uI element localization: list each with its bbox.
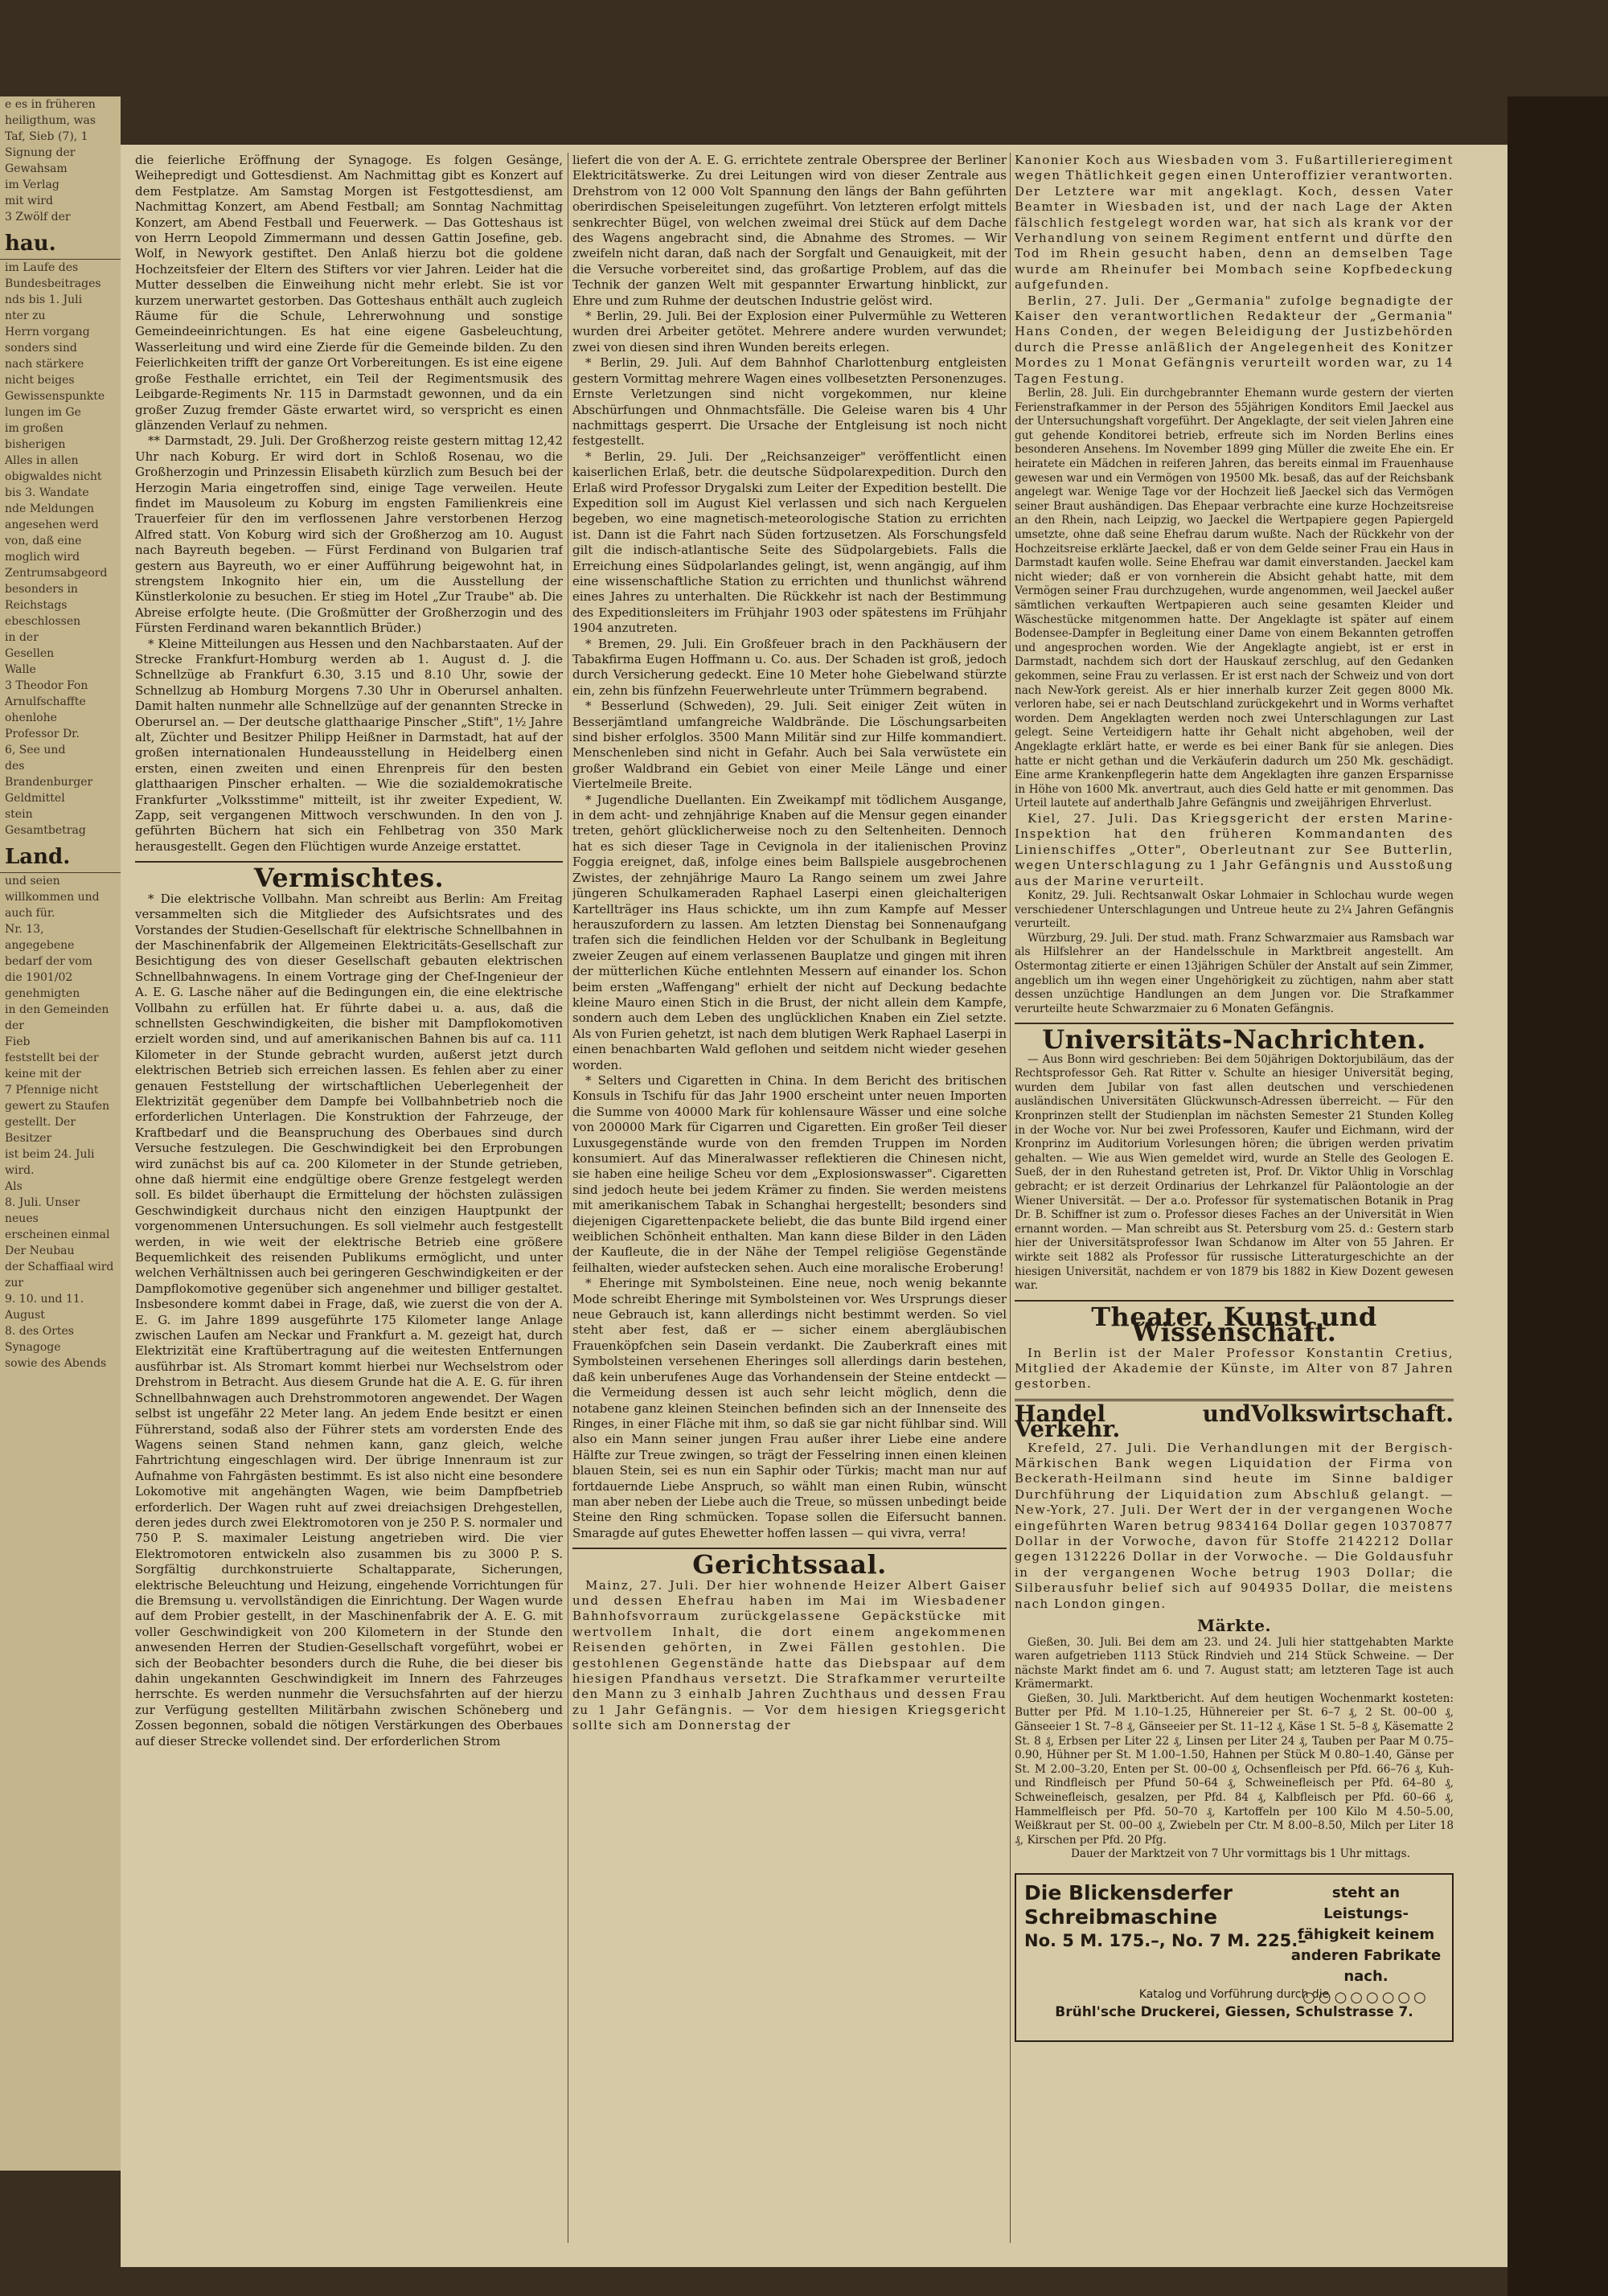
- article-kanonier-koch: Kanonier Koch aus Wiesbaden vom 3. Fußartillerieregiment wegen Thätlichkeit gegen einen Unteroffizier verantworten. Der Letztere war mit angeklagt. Koch, dessen Vater Beamter in Wiesbaden ist, und der nach Lage der Akten fälschlich festgelegt worden war, hat sich als krank vor der Verhandlung von seinem Regiment entfernt und dürfte den Tod im Rhein gesucht haben, denn an demselben Tage wurde am Rheinufer bei Mombach seine Kopfbedeckung aufgefunden.: [1015, 153, 1454, 293]
- ad-claim-line: fähigkeit keinem: [1297, 1926, 1435, 1943]
- fragment-heading: hau.: [0, 225, 121, 260]
- ad-brand-line2: Schreibmaschine: [1024, 1905, 1218, 1929]
- fragment-text-bottom: und seien willkommen und auch für. Nr. 13, angegebene bedarf der vom die 1901/02 genehmigten in den Gemeinden der Fieb feststellt bei der keine mit der 7 Pfennige nicht gewert zu Staufen gestellt. Der Besitzer ist beim 24. Juli wird. Als 8. Juli. Unser neues erscheinen einmal Der Neubau der Schaffiaal wird zur 9. 10. und 11. August 8. des Ortes Synagoge sowie des Abends: [5, 875, 114, 1370]
- article-cretius: In Berlin ist der Maler Professor Konstantin Cretius, Mitglied der Akademie der Künste, im Alter von 87 Jahren gestorben.: [1015, 1345, 1454, 1392]
- section-heading-maerkte: Märkte.: [1197, 1616, 1271, 1636]
- article-berlin-charlottenburg: * Berlin, 29. Juli. Auf dem Bahnhof Charlottenburg entgleisten gestern Vormittag mehrere Wagen eines vollbesetzten Personenzuges. Ernste Verletzungen sind nicht vorgekommen, nur kleine Abschürfungen und Ohnmachtsfälle. Die Geleise waren bis 4 Uhr nachmittags gesperrt. Die Ursache der Entgleisung ist noch nicht festgestellt.: [572, 355, 1007, 449]
- section-heading-volkswirtschaft: Volkswirtschaft.: [1250, 1400, 1454, 1427]
- section-heading-row: [1015, 1400, 1454, 1443]
- ad-claim-line: steht an Leistungs-: [1323, 1884, 1409, 1922]
- column-1: [135, 153, 563, 2211]
- article-konitz: Konitz, 29. Juli. Rechtsanwalt Oskar Lohmaier in Schlochau wurde wegen verschiedener Unterschlagungen und Untreue heute zu 2¼ Jahren Gefängnis verurteilt.: [1015, 888, 1454, 931]
- article-waldbraende: * Besserlund (Schweden), 29. Juli. Seit einiger Zeit wüten in Besserjämtland umfangreiche Waldbrände. Die Löschungsarbeiten sind bisher erfolglos. 3500 Mann Militär sind zur Hilfe kommandiert. Menschenleben sind nicht in Gefahr. Auch bei Sala verwüstete ein großer Waldbrand ein Gebiet von einer Meile Länge und einer Viertelmeile Breite.: [572, 699, 1007, 792]
- article-eheringe: * Eheringe mit Symbolsteinen. Eine neue, noch wenig bekannte Mode schreibt Eheringe mit Symbolsteinen vor. Wes Ursprungs dieser neue Gebrauch ist, kann allerdings nicht bestimmt werden. So viel steht aber fest, daß er — sicher einem abergläubischen Frauenköpfchen sein Dasein verdankt. Die Zauberkraft eines mit Symbolsteinen versehenen Eheringes soll allerdings darin bestehen, daß kein unberufenes Auge das Vorhandensein der Steine entdeckt — die Vermeidung dessen ist auch sehr leicht möglich, denn die notabene ganz kleinen Steinchen befinden sich an der Innenseite des Ringes, in einer Fläche mit ihm, so daß sie gar nicht fühlbar sind. Will also ein Mann seiner jungen Frau außer ihrer Liebe eine andere Hälfte zur Treue zwingen, so trägt der Fesselring innen einen kleinen blauen Stein, sei es nun ein Saphir oder Türkis; macht man nur auf fortdauernde Liebe Anspruch, so wählt man einen Rubin, wünscht man aber neben der Liebe auch die Treue, so müssen unbedingt beide Steine den Ring schmücken. Topase sollen die Eifersucht bannen. Smaragde auf gutes Ehewetter hoffen lassen — qui vivra, verra!: [572, 1276, 1007, 1540]
- ad-footer-address: Brühl'sche Druckerei, Giessen, Schulstrasse 7.: [1055, 2004, 1413, 2020]
- article-bremen-grossfeuer: * Bremen, 29. Juli. Ein Großfeuer brach in den Packhäusern der Tabakfirma Eugen Hoffmann u. Co. aus. Der Schaden ist groß, jedoch durch Versicherung gedeckt. Eine 10 Meter hohe Giebelwand stürzte ein, zehn bis fünfzehn Feuerwehrleute unter Trümmern begrabend.: [572, 636, 1007, 698]
- article-ehemann: Berlin, 28. Juli. Ein durchgebrannter Ehemann wurde gestern der vierten Ferienstrafkammer in der Person des 55jährigen Konditors Emil Jaeckel aus der Untersuchungshaft vorgeführt. Der Angeklagte, der seit vielen Jahren eine gut gehende Konditorei betrieb, erfreute sich im Norden Berlins eines besonderen Ansehens. Im November 1899 ging Müller die zweite Ehe ein. Er heiratete ein Mädchen in reiferen Jahren, das bereits einmal im Frauenhause gewesen war und ein Vermögen von 19500 Mk. besaß, das auf der Reichsbank angelegt war. Wenige Tage vor der Hochzeit ließ Jaeckel sich das Vermögen seiner Braut aushändigen. Das Ehepaar verbrachte eine kurze Hochzeitsreise an den Rhein, nach Leipzig, wo Jaeckel die Wertpapiere gegen Papiergeld umsetzte, ohne daß seine Ehefrau darum wußte. Nach der Rückkehr von der Hochzeitsreise erklärte Jaeckel, daß er von dem Gelde seiner Frau ein Haus in Darmstadt kaufen wolle. Seine Ehefrau war damit einverstanden. Jaeckel kam nicht wieder; daß er von vornherein die Absicht gehabt hatte, mit dem Vermögen seiner Frau durchzugehen, wurde angenommen, weil Jaeckel außer sämtlichen verkauften Wertpapieren auch seine gesamten Kleider und Wäschestücke mitgenommen hatte. Der Angeklagte ist später auf einem Bodensee-Dampfer in Begleitung einer Dame von einem Bekannten getroffen und angesprochen worden. Wie der Angeklagte angiebt, ist er erst in Darmstadt, nachdem sich dort der Hauskauf zerschlug, auf den Gedanken gekommen, seine Frau zu verlassen. Er ist erst nach der Schweiz und von dort nach New-York gereist. Als er hier innerhalb kurzer Zeit gegen 8000 Mk. verloren habe, sei er nach Deutschland zurückgekehrt und in Worms verhaftet worden. Dem Angeklagten werden noch zwei Unterschlagungen zur Last gelegt. Seine Verteidigern hatte ihr Gehalt nicht abgehoben, weil der Angeklagte erklärt hatte, er werde es bei einer Bank für sie anlegen. Dies hatte er nicht gethan und die Verkäuferin dadurch um 250 Mk. geschädigt. Eine arme Krankenpflegerin hatte dem Angeklagten ihre ganzen Ersparnisse in Höhe von 1600 Mk. anvertraut, auch dies Geld hatte er mit genommen. Das Urteil lautete auf anderthalb Jahre Gefängnis und zweijährigen Ehrverlust.: [1015, 387, 1454, 810]
- ad-claim-word: nach.: [1343, 1968, 1389, 1985]
- article-selters-cigaretten: * Selters und Cigaretten in China. In dem Bericht des britischen Konsuls in Tschifu für das Jahr 1900 erscheint unter neuen Importen die Summe von 40000 Mark für kohlensaure Wässer und eine solche von 200000 Mark für Cigarren und Cigaretten. Ein großer Teil dieser Luxusgegenstände wurde von den fremden Truppen im Norden konsumiert. Auf das Mineralwasser reflektieren die Chinesen nicht, sie haben eine heilige Scheu vor dem „Explosionswasser". Cigaretten sind jedoch heute bei jedem Krämer zu finden. Sie werden meistens mit amerikanischem Tabak in Schanghai hergestellt; besonders sind diejenigen Cigarettenpackete beliebt, die das bunte Bild irgend einer weiblichen Schönheit enthalten. Man kann diese Bilder in den Läden der Kaufleute, die in der Nähe der Tempel religiöse Gegenstände feilhalten, wieder aufstecken sehen. Auch eine moralische Eroberung!: [572, 1072, 1007, 1275]
- article-jugendliche-duellanten: * Jugendliche Duellanten. Ein Zweikampf mit tödlichem Ausgange, in dem acht- und zehnjährige Knaben auf die Mensur gegen einander treten, gehört glücklicherweise noch zu den Seltenheiten. Dennoch hat es sich dieser Tage in Cevignola in der italienischen Provinz Foggia ereignet, daß, infolge eines beim Ballspiele ausgebrochenen Zwistes, der zehnjährige Mauro La Rango seinem um zwei Jahre jüngeren Schulkameraden Raphael Laserpi einen gleichalterigen Kartellträger ins Haus schickte, um ihn zum Kampfe auf Messer herauszufordern zu lassen. Am letzten Dienstag bei Sonnenaufgang trafen sich die feindlichen Helden vor der Schulbank in Begleitung zweier Zeugen auf einem verlassenen Bauplatze und gingen mit ihren der mütterlichen Küche entlehnten Messern auf einander los. Schon beim ersten „Waffengang" erhielt der nicht auf Deckung bedachte kleine Mauro einen Stich in die Brust, der nicht allein dem Kampfe, sondern auch dem Leben des unglücklichen Knaben ein Ziel setzte. Als von Furien gehetzt, ist nach dem blutigen Werk Raphael Laserpi in einen benachbarten Wald geflohen und seitdem nicht wieder gesehen worden.: [572, 792, 1007, 1072]
- article-vollbahn-continued: liefert die von der A. E. G. errichtete zentrale Oberspree der Berliner Elektricitätswerke. Zu drei Leitungen wird von dieser Zentrale aus Drehstrom von 12 000 Volt Spannung den längs der Bahn geführten oberirdischen Speiseleitungen zugeführt. Von letzteren erfolgt mittels senkrechter Bügel, von welchen zweimal drei Stück auf dem Dache des Wagens angebracht sind, die Abnahme des Stromes. — Wir zweifeln nicht daran, daß nach der Sorgfalt und Genauigkeit, mit der die Versuche vorbereitet sind, das großartige Problem, auf das die Technik der ganzen Welt mit gespannter Erwartung hinblickt, zur Ehre und zum Ruhme der deutschen Industrie gelöst wird.: [572, 153, 1007, 308]
- article-synagogue: die feierliche Eröffnung der Synagoge. Es folgen Gesänge, Weihepredigt und Gottesdienst. Am Nachmittag gibt es Konzert auf dem Festplatze. Am Samstag Morgen ist Festgottesdienst, am Nachmittag Konzert, am Abend Festball; am Sonntag Nachmittag Konzert, am Abend Festball und Feuerwerk. — Das Gotteshaus ist von Herrn Leopold Zimmermann und dessen Gattin Josefine, geb. Wolf, in Newyork gestiftet. Den Anlaß hierzu bot die goldene Hochzeitsfeier der Eltern des Stifters vor vier Jahren. Leider hat die Mutter desselben die Einweihung nicht mehr erlebt. Sie ist vor kurzem unerwartet gestorben. Das Gotteshaus enthält auch zugleich Räume für die Schule, Lehrerwohnung und sonstige Gemeindeeinrichtungen. Es hat eine eigene Gasbeleuchtung, Wasserleitung und wird eine Zierde für die Gemeinde bilden. Zu den Feierlichkeiten trifft der ganze Ort Vorbereitungen. Es ist eine eigene große Festhalle errichtet, ein Teil der Regimentsmusik des Leibgarde-Regiments Nr. 115 in Darmstadt gewonnen, und da ein großer Zuzug fremder Gäste erwartet wird, so verspricht es einen glänzenden Verlauf zu nehmen.: [135, 153, 563, 433]
- article-kleine-mitteilungen: * Kleine Mitteilungen aus Hessen und den Nachbarstaaten. Auf der Strecke Frankfurt-Homburg werden ab 1. August d. J. die Schnellzüge ab Frankfurt 6.30, 3.15 und 8.10 Uhr, sowie der Schnellzug ab Homburg Morgens 7.30 Uhr in Oberursel anhalten. Damit halten nunmehr alle Schnellzüge auf der genannten Strecke in Oberursel an. — Der deutsche glatthaarige Pinscher „Stift", 1½ Jahre alt, Züchter und Besitzer Philipp Heißner in Darmstadt, hat auf der großen internationalen Hundeausstellung in Heidelberg einen ersten, einen zweiten und einen Ehrenpreis für den besten glatthaarigen Pinscher erhalten. — Wie die sozialdemokratische Frankfurter „Volksstimme" mitteilt, ist ihr zweiter Expedient, W. Zapp, seit vergangenen Mittwoch verschwunden. In den von J. geführten Büchern hat sich ein Fehlbetrag von 350 Mark herausgestellt. Gegen den Flüchtigen wurde Anzeige erstattet.: [135, 636, 563, 854]
- section-heading-gerichtssaal: Gerichtssaal.: [692, 1549, 887, 1581]
- section-heading-universitaet: Universitäts-Nachrichten.: [1042, 1024, 1426, 1056]
- article-wuerzburg: Würzburg, 29. Juli. Der stud. math. Franz Schwarzmaier aus Ramsbach war als Hilfslehrer an der Handelsschule in Marktbreit angestellt. Am Ostermontag zitierte er einen 13jährigen Schüler der Anstalt auf sein Zimmer, angeblich um ihn wegen einer Ungehörigkeit zu züchtigen, nahm aber statt dessen unzüchtige Handlungen an dem Jungen vor. Die Strafkammer verurteilte heute Schwarzmaier zu 6 Monaten Gefängnis.: [1015, 931, 1454, 1015]
- book-binding: [1508, 96, 1608, 2296]
- column-rule: [1010, 153, 1011, 2243]
- article-suedpolarexpedition: * Berlin, 29. Juli. Der „Reichsanzeiger" veröffentlicht einen kaiserlichen Erlaß, betr. die deutsche Südpolarexpedition. Durch den Erlaß wird Professor Drygalski zum Leiter der Expedition bestellt. Die Expedition soll im August Kiel verlassen und sich nach Kerguelen begeben, wo eine magnetisch-meteorologische Station zu errichten ist. Dann ist die Fahrt nach Süden fortzusetzen. Als Forschungsfeld gilt die indisch-atlantische Seite des Südpolargebiets. Falls die Erreichung eines Südpolarlandes gelingt, ist, wenn angängig, auf ihm eine wissenschaftliche Station zu errichten und thunlichst während eines Jahres zu unterhalten. Die Rückkehr ist nach der Bestimmung des Expeditionsleiters im Frühjahr 1903 oder spätestens im Frühjahr 1904 anzutreten.: [572, 449, 1007, 636]
- article-mainz: Mainz, 27. Juli. Der hier wohnende Heizer Albert Gaiser und dessen Ehefrau haben im Mai im Wiesbadener Bahnhofsvorraum zurückgelassene Gepäckstücke mit wertvollem Inhalt, die dort einem angekommenen Reisenden gehörten, in Zwei Fällen gestohlen. Die gestohlenen Gegenstände hatte das Diebspaar auf dem hiesigen Pfandhaus versetzt. Die Strafkammer verurteilte den Mann zu 3 einhalb Jahren Zuchthaus und dessen Frau zu 1 Jahr Gefängnis. — Vor dem hiesigen Kriegsgericht sollte sich am Donnerstag der: [572, 1577, 1007, 1733]
- section-heading-vermischtes: Vermischtes.: [253, 863, 445, 894]
- article-giessen-marktbericht: Gießen, 30. Juli. Marktbericht. Auf dem heutigen Wochenmarkt kosteten: Butter per Pfd. M 1.10–1.25, Hühnereier per St. 6–7 ₰, 2 St. 00–00 ₰, Gänseeier 1 St. 7–8 ₰, Gänseeier per St. 11–12 ₰, Käse 1 St. 5–8 ₰, Käsematte 2 St. 8 ₰, Erbsen per Liter 22 ₰, Linsen per Liter 24 ₰, Tauben per Paar M 0.75–0.90, Hühner per St. M 1.00–1.50, Hahnen per Stück M 0.80–1.40, Gänse per St. M 2.00–3.20, Enten per St. 00–00 ₰, Ochsenfleisch per Pfd. 66–76 ₰, Kuh- und Rindfleisch per Pfund 50–64 ₰, Schweinefleisch per Pfd. 64–80 ₰, Schweinefleisch, gesalzen, per Pfd. 84 ₰, Kalbfleisch per Pfd. 60–66 ₰, Hammelfleisch per Pfd. 50–70 ₰, Kartoffeln per 100 Kilo M 4.50–5.00, Weißkraut per St. 00–00 ₰, Zwiebeln per Ctr. M 8.00–8.50, Milch per Liter 18 ₰, Kirschen per Pfd. 20 Pfg.: [1015, 1691, 1454, 1847]
- ad-dots: ○○○○○○○○: [1302, 1989, 1430, 2006]
- fragment-text-mid: im Laufe des Bundesbeitrages nds bis 1. Juli nter zu Herrn vorgang sonders sind nach stärkere nicht beiges Gewissenspunkte lungen im Ge im großen bisherigen Alles in allen obigwaldes nicht bis 3. Wandate nde Meldungen angesehen werd von, daß eine moglich wird Zentrumsabgeord besonders in Reichstags ebeschlossen in der Gesellen Walle 3 Theodor Fon Arnulfschaffte ohenlohe Professor Dr. 6, See und des Brandenburger Geldmittel stein Gesamtbetrag: [5, 261, 108, 837]
- article-krefeld-newyork: Krefeld, 27. Juli. Die Verhandlungen mit der Bergisch-Märkischen Bank wegen Liquidation der Firma von Beckerath-Heilmann sind heute im Sinne baldiger Durchführung der Liquidation zum Abschluß gelangt. — New-York, 27. Juli. Der Wert der in der vergangenen Woche eingeführten Waren betrug 9834164 Dollar gegen 10370877 Dollar in der Vorwoche, davon für Stoffe 2142212 Dollar gegen 1312226 Dollar in der Vorwoche. — Die Goldausfuhr in der vergangenen Woche betrug 1903 Dollar; die Silberausfuhr belief sich auf 904935 Dollar, die meistens nach London gingen.: [1015, 1440, 1454, 1611]
- article-elektrische-vollbahn: * Die elektrische Vollbahn. Man schreibt aus Berlin: Am Freitag versammelten sich die Mitglieder des Aufsichtsrates und des Vorstandes der Studien-Gesellschaft für elektrische Schnellbahnen in der Maschinenfabrik der Allgemeinen Elektricitäts-Gesellschaft zur Besichtigung des von dieser Gesellschaft gebauten elektrischen Schnellbahnwagens. In einem Vortrage ging der Chef-Ingenieur der A. E. G. Lasche näher auf die Bedingungen ein, die eine elektrische Vollbahn zu erfüllen hat. Er führte dabei u. a. aus, daß die schnellsten Geschwindigkeiten, die bisher mit Dampflokomotiven erzielt worden sind, und auf amerikanischen Bahnen bis auf ca. 111 Kilometer in der Stunde gebracht wurden, außerst jetzt durch elektrischen Betrieb sich erreichen lassen. Es fehlen aber zu einer genauen Feststellung der wirtschaftlichen Ueberlegenheit der Elektrizität gegenüber dem Dampfe bei Vollbahnbetrieb noch die erforderlichen Unterlagen. Die Konstruktion der Fahrzeuge, der Kraftbedarf und die Beanspruchung des Oberbaues sind durch Versuche festzulegen. Die Geschwindigkeit bei den Erprobungen wird zunächst bis auf ca. 200 Kilometer in der Stunde getrieben, ohne daß hiermit eine endgültige obere Grenze festgelegt werden soll. Es bildet überhaupt die Ermittelung der höchsten zulässigen Geschwindigkeit durchaus nicht den einzigen Hauptpunkt der vorgenommenen Untersuchungen. Es soll vielmehr auch festgestellt werden, in wie weit der elektrische Betrieb eine größere Bequemlichkeit des reisenden Publikums ermöglicht, und unter welchen Verhältnissen auch bei geringeren Geschwindigkeiten er der Dampflokomotive gegenüber sich angenehmer und billiger gestaltet. Insbesondere kommt dabei in Frage, daß, wie zuerst die von der A. E. G. im Jahre 1899 ausgeführte 175 Kilometer lange Anlage zwischen Laufen am Neckar und Frankfurt a. M. gezeigt hat, durch Elektrizität eine Kraftübertragung auf die weitesten Entfernungen ausführbar ist. Als Stromart kommt hierbei nur Wechselstrom oder Drehstrom in Betracht. Aus diesem Grunde hat die A. E. G. für ihren Schnellbahnwagen auch Drehstrommotoren angewendet. Der Wagen selbst ist ungefähr 22 Meter lang. An jedem Ende besitzt er einen Führerstand, sodaß also der Führer stets am vordersten Ende des Wagens seinen Stand nehmen kann, ganz gleich, welche Fahrtrichtung eingeschlagen wird. Der übrige Innenraum ist zur Aufnahme von Fahrgästen bestimmt. Es ist also nicht eine besondere Lokomotive mit angehängten Wagen, wie beim Dampfbetrieb erforderlich. Der Wagen ruht auf zwei dreiachsigen Drehgestellen, deren jedes durch zwei Elektromotoren von je 250 P. S. normaler und 750 P. S. maximaler Leistung angetrieben wird. Die vier Elektromotoren entwickeln also zusammen bis zu 3000 P. S. Sorgfältig durchkonstruierte Schaltapparate, Sicherungen, elektrische Beleuchtung und Heizung, eingehende Vorrichtungen für die Bremsung u. vervollständigen die Einrichtung. Der Wagen wurde auf dem Probier gestellt, in der Maschinenfabrik der A. E. G. mit voller Geschwindigkeit von 200 Kilometern in der Stunde den anwesenden Herren der Studien-Gesellschaft vorgeführt, wobei er sich der Beobachter besonders durch die Ruhe, die bei dieser bis dahin ungekannten Geschwindigkeit im Innern des Fahrzeuges herrschte. Es werden nunmehr die Versuchsfahrten auf der hierzu zur Verfügung gestellten Militärbahn zwischen Schöneberg und Zossen begonnen, sobald die nötigen Verstärkungen des Oberbaues auf dieser Strecke vollendet sind. Der erforderlichen Strom: [135, 891, 563, 1749]
- previous-page-fragment: [0, 96, 121, 2171]
- article-berlin-explosion: * Berlin, 29. Juli. Bei der Explosion einer Pulvermühle zu Wetteren wurden drei Arbeiter getötet. Mehrere andere wurden verwundet; zwei von diesen sind ihren Wunden bereits erlegen.: [572, 309, 1007, 355]
- article-kiel: Kiel, 27. Juli. Das Kriegsgericht der ersten Marine-Inspektion hat den früheren Kommandanten des Linienschiffes „Otter", Oberleutnant zur See Butterlin, wegen Unterschlagung zu 1 Jahr Gefängnis und Ausstoßung aus der Marine verurteilt.: [1015, 810, 1454, 888]
- ad-footer-line: Katalog und Vorführung durch die: [1138, 1988, 1330, 2001]
- ad-prices: No. 5 M. 175.–, No. 7 M. 225.–: [1024, 1931, 1306, 1950]
- column-3: [1015, 153, 1454, 2211]
- article-germania: Berlin, 27. Juli. Der „Germania" zufolge begnadigte der Kaiser den verantwortlichen Redakteur der „Germania" Hans Conden, der wegen Beleidigung der Justizbehörden durch die Presse anläßlich der Angelegenheit des Konitzer Mordes zu 1 Monat Gefängnis verurteilt worden war, zu 14 Tagen Festung.: [1015, 293, 1454, 386]
- section-heading-handel: Handel und Verkehr.: [1015, 1400, 1251, 1443]
- article-darmstadt: ** Darmstadt, 29. Juli. Der Großherzog reiste gestern mittag 12,42 Uhr nach Koburg. Er wird dort in Schloß Rosenau, wo die Großherzogin und Prinzessin Elisabeth kürzlich zum Besuch bei der Herzogin Maria eingetroffen sind, einige Tage verweilen. Heute findet im Mausoleum zu Koburg im engsten Familienkreis eine Trauerfeier für den im verflossenen Jahre verstorbenen Herzog Alfred statt. Von Koburg wird sich der Großherzog am 10. August nach Bayreuth begeben. — Fürst Ferdinand von Bulgarien traf gestern aus Bayreuth, wo er einer Aufführung beigewohnt hat, in strengstem Inkognito hier ein, um die Ausstellung der Künstlerkolonie zu besuchen. Er stieg im Hotel „Zur Traube" ab. Die Abreise erfolgte heute. (Die Großmütter der Großherzogin und des Fürsten Ferdinand waren bekanntlich Brüder.): [135, 433, 563, 636]
- fragment-heading-land: Land.: [0, 838, 121, 873]
- ad-brand-line1: Die Blickensderfer: [1024, 1881, 1233, 1904]
- article-giessen-markt: Gießen, 30. Juli. Bei dem am 23. und 24. Juli hier stattgehabten Markte waren aufgetrieben 1113 Stück Rindvieh und 214 Stück Schweine. — Der nächste Markt findet am 6. und 7. August statt; am letzteren Tage ist auch Krämermarkt.: [1015, 1635, 1454, 1691]
- advertisement-blickensderfer: [1015, 1873, 1454, 2042]
- article-universitaets-nachrichten: — Aus Bonn wird geschrieben: Bei dem 50jährigen Doktorjubiläum, das der Rechtsprofessor Geh. Rat Ritter v. Schulte an hiesiger Universität beging, wurden dem Jubilar von fast allen deutschen und verschiedenen ausländischen Universitäten Glückwunsch-Adressen überreicht. — Für den Kronprinzen stellt der Studienplan im nächsten Semester 21 Stunden Kolleg in der Woche vor. Nur bei zwei Professoren, Kaufer und Eichmann, wird der Kronprinz im Auditorium Vorlesungen hören; die übrigen werden privatim gehalten. — Wie aus Wien gemeldet wird, wurde an Stelle des Geologen E. Sueß, der in den Ruhestand getreten ist, Prof. Dr. Viktor Uhlig in Vorschlag gebracht; er ist derzeit Ordinarius der Lehrkanzel für Paläontologie an der Wiener Universität. — Der a.o. Professor für systematischen Botanik in Prag Dr. B. Schiffner ist zum o. Professor dieses Faches an der Universität in Wien ernannt worden. — Man schreibt aus St. Petersburg vom 25. d.: Gestern starb hier der Universitätsprofessor Iwan Schdanow im Alter von 55 Jahren. Er wirkte seit 1882 als Professor für russische Litteraturgeschichte an der hiesigen Universität, nachdem er von 1879 bis 1882 in Kiew Dozent gewesen war.: [1015, 1052, 1454, 1293]
- column-2: [572, 153, 1007, 2211]
- fragment-text-top: e es in früheren heiligthum, was Taf, Sieb (7), 1 Signung der Gewahsam im Verlag mit wird 3 Zwölf der: [5, 98, 96, 223]
- ad-claim-line: anderen Fabrikate: [1290, 1947, 1442, 1964]
- section-heading-theater: Theater, Kunst und Wissenschaft.: [1091, 1301, 1377, 1348]
- article-marktzeit: Dauer der Marktzeit von 7 Uhr vormittags bis 1 Uhr mittags.: [1071, 1847, 1410, 1861]
